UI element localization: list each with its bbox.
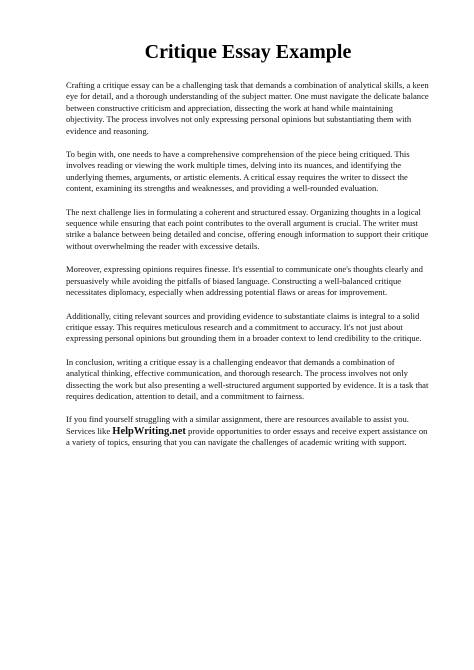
document-title: Critique Essay Example <box>144 41 352 63</box>
paragraph-sources: Additionally, citing relevant sources and providing evidence to substantiate claims is integral to a solid critique essay. This requires meticulous research and a commitment to accuracy. It's not just about expressing personal opinions but grounding them in a broader context to lend credibility to the critique. <box>66 310 422 344</box>
resources-text-after: provide opportunities to order essays and receive expert assistance on a variety of topics, ensuring that you can navigate the challenges of academic writing with support. <box>66 425 428 448</box>
brand-name: HelpWriting.net <box>112 425 186 437</box>
paragraph-structure: The next challenge lies in formulating a coherent and structured essay. Organizing thoughts in a logical sequence while ensuring that each point contributes to the overall argument is crucial. The writer must strike a balance between being detailed and concise, offering enough information to support their critique without overwhelming the reader with excessive details. <box>66 206 429 251</box>
paragraph-opinions: Moreover, expressing opinions requires finesse. It's essential to communicate one's thoughts clearly and persuasively while avoiding the pitfalls of biased language. Constructing a well-balanced critique necessitates diplomacy, especially when addressing potential flaws or areas for improvement. <box>66 264 423 298</box>
paragraph-intro: Crafting a critique essay can be a challenging task that demands a combination of analytical skills, a keen eye for detail, and a thorough understanding of the subject matter. One must navigate the delicate balance between constructive criticism and appreciation, dissecting the work at hand while maintaining objectivity. The process involves not only expressing personal opinions but substantiating them with evidence and reasoning. <box>66 80 429 136</box>
paragraph-conclusion: In conclusion, writing a critique essay is a challenging endeavor that demands a combination of analytical thinking, effective communication, and thorough research. The process involves not only dissecting the work but also presenting a well-structured argument supported by evidence. It is a task that requires dedication, attention to detail, and a commitment to fairness. <box>66 356 429 401</box>
paragraph-resources <box>66 414 430 448</box>
paragraph-comprehension: To begin with, one needs to have a comprehensive comprehension of the piece being critiqued. This involves reading or viewing the work multiple times, delving into its nuances, and identifying the underlying themes, arguments, or artistic elements. A critical essay requires the writer to dissect the content, examining its strengths and weaknesses, and providing a well-rounded evaluation. <box>66 149 410 194</box>
resources-text-before: If you find yourself struggling with a similar assignment, there are resources available to assist you. Services like <box>66 414 409 436</box>
